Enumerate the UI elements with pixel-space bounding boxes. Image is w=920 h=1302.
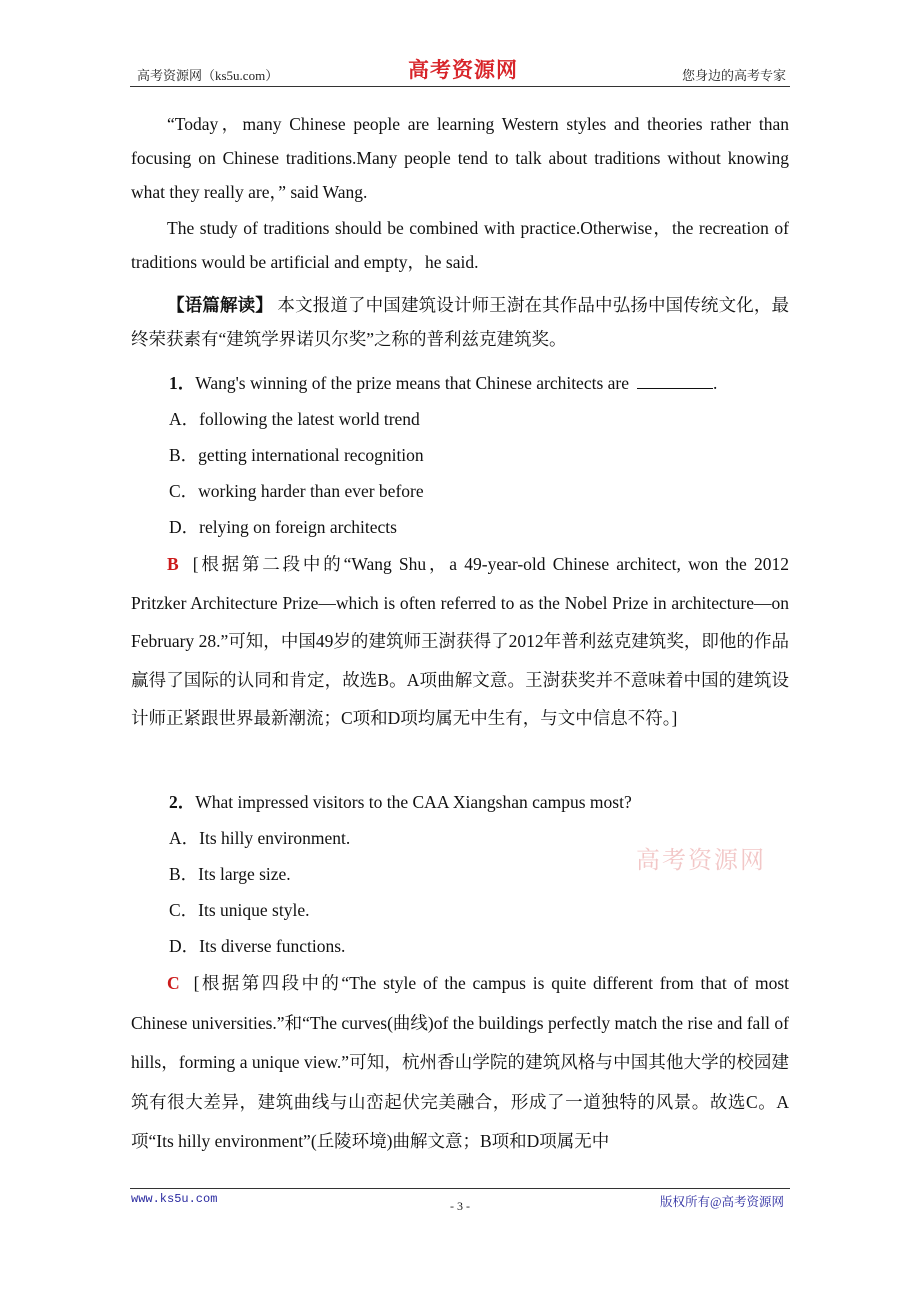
- question-2-stem: [131, 784, 789, 820]
- question-1-stem-end: .: [713, 373, 718, 393]
- question-1-blank: [637, 370, 713, 389]
- question-1-explanation: [131, 545, 789, 738]
- question-1-analysis: [131, 545, 789, 738]
- footer-divider: [130, 1188, 790, 1189]
- question-1-explanation-text: [根据第二段中的“Wang Shu，a 49-year-old Chinese architect, won the 2012 Pritzker Architecture Prize—which is often referred to as the Nobel Prize in architecture—on February 28.”可知，中国49岁的建筑师王澍获得了2012年普利兹克建筑奖，即他的作品赢得了国际的认同和肯定，故选B。A项曲解文意。王澍获奖并不意味着中国的建筑设计师正紧跟世界最新潮流；C项和D项均属无中生有，与文中信息不符。]: [131, 554, 789, 728]
- question-1-option-d: D．relying on foreign architects: [169, 517, 397, 537]
- page-number: - 3 -: [450, 1199, 470, 1213]
- question-1-option-b: B．getting international recognition: [169, 445, 424, 465]
- question-1-number: 1．: [169, 373, 196, 393]
- question-2-number: 2．: [169, 792, 196, 812]
- passage-p1-block: [131, 107, 789, 209]
- question-2-explanation: [131, 964, 789, 1162]
- question-1-stem-text: Wang's winning of the prize means that Chinese architects are: [195, 373, 629, 393]
- reading-summary-text: 本文报道了中国建筑设计师王澍在其作品中弘扬中国传统文化，最终荣获素有“建筑学界诺贝尔奖”之称的普利兹克建筑奖。: [131, 295, 790, 349]
- question-2-analysis: [131, 964, 789, 1162]
- passage-paragraph-2: The study of traditions should be combined with practice.Otherwise，the recreation of traditions would be artificial and empty，he said.: [131, 218, 789, 272]
- header-brand-logo: 高考资源网: [408, 58, 518, 82]
- passage-paragraph-1: “Today，many Chinese people are learning Western styles and theories rather than focusing on Chinese traditions.Many people tend to talk about traditions without knowing what they really are，” said Wang.: [131, 114, 789, 202]
- question-2-answer: C: [167, 973, 180, 993]
- question-1: [131, 365, 789, 545]
- question-2-explanation-text: [根据第四段中的“The style of the campus is quite different from that of most Chinese universities.”和“The curves(曲线)of the buildings perfectly match the rise and fall of hills，forming a unique view.”可知，杭州香山学院的建筑风格与中国其他大学的校园建筑有很大差异，建筑曲线与山峦起伏完美融合，形成了一道独特的风景。故选C。A项“Its hilly environment”(丘陵环境)曲解文意；B项和D项属无中: [131, 973, 789, 1151]
- question-2-option-d: D．Its diverse functions.: [169, 936, 346, 956]
- header-divider: [130, 86, 790, 87]
- watermark-logo: 高考资源网: [636, 848, 766, 874]
- question-1-stem: [131, 365, 789, 401]
- question-1-option-a: A．following the latest world trend: [169, 409, 420, 429]
- header-site-name: 高考资源网（ks5u.com）: [137, 68, 279, 83]
- reading-summary-label: 【语篇解读】: [167, 295, 273, 315]
- question-2-stem-text: What impressed visitors to the CAA Xiangshan campus most?: [195, 792, 632, 812]
- footer-website-link[interactable]: www.ks5u.com: [131, 1192, 218, 1206]
- header-slogan: 您身边的高考专家: [681, 68, 786, 83]
- question-1-option-c: C．working harder than ever before: [169, 481, 424, 501]
- reading-summary-block: [131, 288, 789, 356]
- passage-p2-block: [131, 211, 789, 279]
- question-1-answer: B: [167, 554, 179, 574]
- question-2-option-a: A．Its hilly environment.: [169, 828, 351, 848]
- reading-summary: [131, 288, 789, 356]
- footer-copyright: 版权所有@高考资源网: [659, 1195, 784, 1209]
- question-2-option-b: B．Its large size.: [169, 864, 291, 884]
- question-2-option-c: C．Its unique style.: [169, 900, 310, 920]
